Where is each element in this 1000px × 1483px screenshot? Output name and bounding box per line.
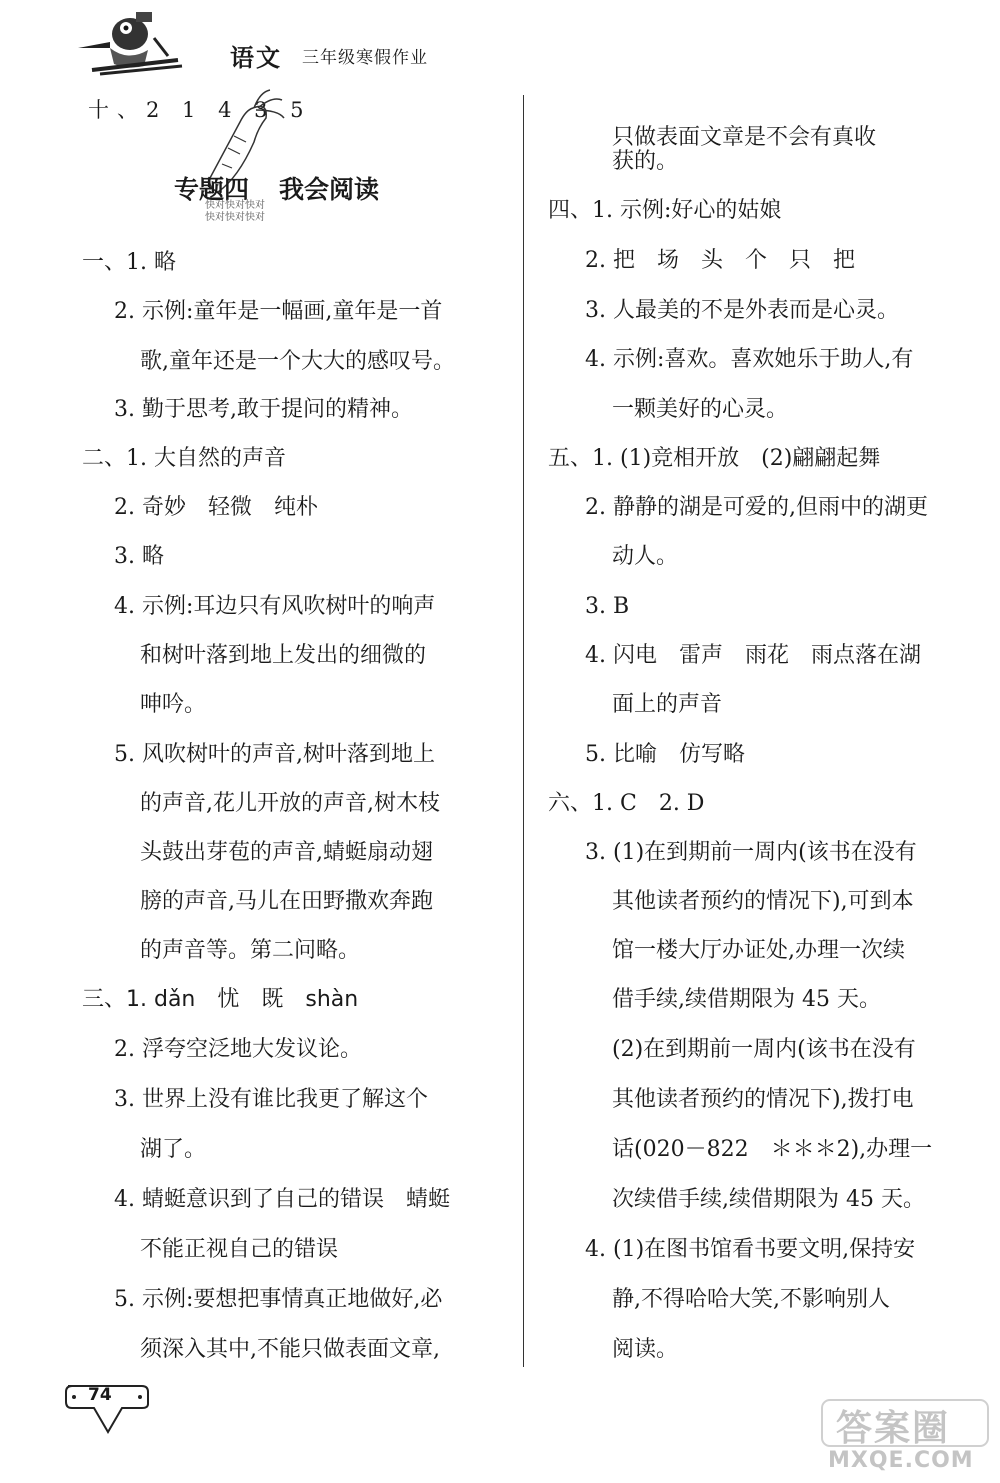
- answer-line: 一、1. 略: [82, 250, 176, 275]
- scribble-line: 快对快对快对: [205, 200, 265, 211]
- answer-line: 2. 静静的湖是可爱的,但雨中的湖更: [585, 495, 928, 520]
- grade-title: 三年级寒假作业: [302, 48, 428, 68]
- column-divider: [523, 95, 524, 1367]
- watermark-text: 答案圈: [836, 1408, 951, 1449]
- answer-line: 话(020－822 ＊＊＊2),办理一: [612, 1137, 933, 1162]
- answer-line: 不能正视自己的错误: [140, 1237, 339, 1262]
- answer-line: 4. 示例:喜欢。喜欢她乐于助人,有: [585, 347, 914, 372]
- answer-line: 2. 把 场 头 个 只 把: [585, 248, 855, 273]
- answer-line: 3. (1)在到期前一周内(该书在没有: [585, 840, 917, 865]
- answer-line: 2. 示例:童年是一幅画,童年是一首: [114, 299, 443, 324]
- answer-line: 四、1. 示例:好心的姑娘: [548, 198, 782, 223]
- scribble-line: 快对快对快对: [205, 212, 265, 223]
- section-name: 我会阅读: [279, 175, 380, 204]
- answer-line: 须深入其中,不能只做表面文章,: [140, 1337, 440, 1362]
- answer-line: 膀的声音,马儿在田野撒欢奔跑: [140, 889, 433, 914]
- page-number-badge: [62, 1378, 152, 1442]
- page-header: [70, 8, 470, 78]
- answer-line: 4. 蜻蜓意识到了自己的错误 蜻蜓: [114, 1187, 450, 1212]
- answer-line: 三、1. dǎn 忧 既 shàn: [82, 987, 359, 1012]
- answer-line: 5. 比喻 仿写略: [585, 742, 745, 767]
- answer-line: 湖了。: [140, 1137, 207, 1162]
- answer-line: 次续借手续,续借期限为 45 天。: [612, 1187, 925, 1212]
- subject-label: 语文: [230, 44, 282, 72]
- answer-line: 的声音等。第二问略。: [140, 938, 361, 963]
- answer-line: 馆一楼大厅办证处,办理一次续: [612, 938, 905, 963]
- answer-line: 动人。: [612, 544, 679, 569]
- answer-line: 5. 风吹树叶的声音,树叶落到地上: [114, 742, 435, 767]
- answer-line: 面上的声音: [612, 692, 723, 717]
- answer-line: 3. 世界上没有谁比我更了解这个: [114, 1087, 428, 1112]
- answer-line: 2. 奇妙 轻微 纯朴: [114, 495, 318, 520]
- answer-line: 六、1. C 2. D: [548, 791, 705, 816]
- answer-line: 3. B: [585, 594, 630, 619]
- answer-line: 借手续,续借期限为 45 天。: [612, 987, 881, 1012]
- answer-line: 歌,童年还是一个大大的感叹号。: [140, 349, 455, 374]
- skier-mascot-icon: [70, 8, 220, 78]
- answer-line: 静,不得哈哈大笑,不影响别人: [612, 1287, 890, 1312]
- scribble-note: [205, 200, 265, 224]
- answer-line: 4. 闪电 雷声 雨花 雨点落在湖: [585, 643, 921, 668]
- answer-line: 其他读者预约的情况下),拨打电: [612, 1087, 914, 1112]
- answer-line: 五、1. (1)竞相开放 (2)翩翩起舞: [548, 446, 881, 471]
- answer-line: 和树叶落到地上发出的细微的: [140, 643, 427, 668]
- watermark-url: MXQE.COM: [828, 1448, 974, 1473]
- answer-line: 一颗美好的心灵。: [612, 397, 789, 422]
- section-number: 专题四: [174, 175, 250, 204]
- answer-line: 2. 浮夸空泛地大发议论。: [114, 1037, 362, 1062]
- answer-line: 获的。: [612, 149, 679, 174]
- answer-line: 阅读。: [612, 1337, 679, 1362]
- answer-line: 4. 示例:耳边只有风吹树叶的响声: [114, 594, 436, 619]
- answer-line: 头鼓出芽苞的声音,蜻蜓扇动翅: [140, 840, 433, 865]
- answer-line: 3. 人最美的不是外表而是心灵。: [585, 298, 899, 323]
- answer-line: 3. 略: [114, 544, 164, 569]
- answer-line: 呻吟。: [140, 692, 207, 717]
- answer-line: 5. 示例:要想把事情真正地做好,必: [114, 1287, 443, 1312]
- answer-line-ten: 十、2 1 4 3 5: [88, 98, 312, 122]
- answer-line: 其他读者预约的情况下),可到本: [612, 889, 914, 914]
- answer-line: 的声音,花儿开放的声音,树木枝: [140, 791, 440, 816]
- answer-line: 二、1. 大自然的声音: [82, 446, 286, 471]
- answer-line: 4. (1)在图书馆看书要文明,保持安: [585, 1237, 916, 1262]
- answer-line: 3. 勤于思考,敢于提问的精神。: [114, 397, 413, 422]
- answer-line: 只做表面文章是不会有真收: [612, 125, 877, 150]
- page-number: 74: [88, 1385, 112, 1405]
- answer-line: (2)在到期前一周内(该书在没有: [612, 1037, 916, 1062]
